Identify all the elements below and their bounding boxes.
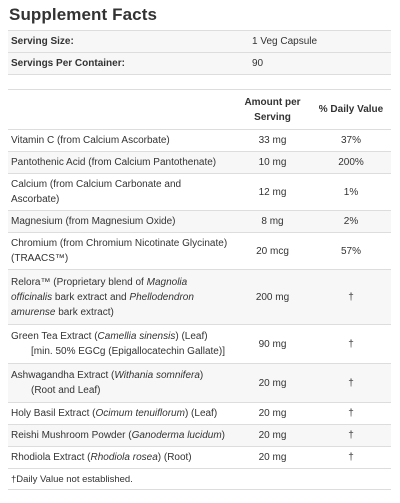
nutrient-daily-value: † — [311, 325, 391, 364]
amount-column-header: Amount per Serving — [234, 90, 311, 130]
nutrient-amount: 10 mg — [234, 152, 311, 174]
nutrient-daily-value: 1% — [311, 174, 391, 211]
spacer-row — [8, 75, 391, 90]
nutrient-daily-value: † — [311, 364, 391, 403]
nutrient-name: Ashwagandha Extract (Withania somnifera) (Root and Leaf) — [8, 364, 234, 403]
nutrient-amount: 20 mcg — [234, 233, 311, 270]
nutrient-amount: 33 mg — [234, 130, 311, 152]
nutrient-name: Holy Basil Extract (Ocimum tenuiflorum) (Leaf) — [8, 403, 234, 425]
servings-per-container-value: 90 — [234, 53, 391, 75]
footnote-row — [8, 469, 391, 490]
column-header-row — [8, 90, 391, 130]
nutrient-row — [8, 233, 391, 270]
nutrient-amount: 12 mg — [234, 174, 311, 211]
nutrient-row — [8, 325, 391, 364]
nutrient-amount: 200 mg — [234, 270, 311, 325]
nutrient-name: Relora™ (Proprietary blend of Magnolia officinalis bark extract and Phellodendron amurense bark extract) — [8, 270, 234, 325]
nutrient-daily-value: 200% — [311, 152, 391, 174]
nutrient-amount: 20 mg — [234, 447, 311, 469]
nutrient-row — [8, 447, 391, 469]
nutrient-name: Rhodiola Extract (Rhodiola rosea) (Root) — [8, 447, 234, 469]
footnote: †Daily Value not established. — [8, 469, 391, 490]
nutrient-daily-value: 37% — [311, 130, 391, 152]
serving-size-value: 1 Veg Capsule — [234, 31, 391, 53]
servings-per-container-row — [8, 53, 391, 75]
nutrient-daily-value: † — [311, 425, 391, 447]
nutrient-amount: 20 mg — [234, 425, 311, 447]
nutrient-row — [8, 211, 391, 233]
nutrient-daily-value: † — [311, 403, 391, 425]
servings-per-container-label: Servings Per Container: — [8, 53, 234, 75]
nutrient-row — [8, 403, 391, 425]
nutrient-amount: 90 mg — [234, 325, 311, 364]
nutrient-name: Calcium (from Calcium Carbonate and Ascorbate) — [8, 174, 234, 211]
nutrient-daily-value: † — [311, 447, 391, 469]
nutrient-row — [8, 130, 391, 152]
nutrient-name: Vitamin C (from Calcium Ascorbate) — [8, 130, 234, 152]
nutrient-row — [8, 425, 391, 447]
serving-size-label: Serving Size: — [8, 31, 234, 53]
nutrient-amount: 20 mg — [234, 364, 311, 403]
nutrient-daily-value: 57% — [311, 233, 391, 270]
nutrient-amount: 20 mg — [234, 403, 311, 425]
nutrient-daily-value: † — [311, 270, 391, 325]
nutrient-name: Pantothenic Acid (from Calcium Pantothenate) — [8, 152, 234, 174]
daily-value-column-header: % Daily Value — [311, 90, 391, 130]
nutrient-rows — [8, 130, 391, 469]
nutrient-row — [8, 152, 391, 174]
ingredient-column-header — [8, 90, 234, 130]
nutrient-name: Chromium (from Chromium Nicotinate Glycinate)(TRAACS™) — [8, 233, 234, 270]
supplement-facts-table — [8, 30, 391, 490]
nutrient-daily-value: 2% — [311, 211, 391, 233]
nutrient-row — [8, 174, 391, 211]
nutrient-row — [8, 270, 391, 325]
panel-title: Supplement Facts — [9, 5, 158, 24]
nutrient-amount: 8 mg — [234, 211, 311, 233]
nutrient-name: Green Tea Extract (Camellia sinensis) (Leaf) [min. 50% EGCg (Epigallocatechin Gallate)] — [8, 325, 234, 364]
nutrient-name: Reishi Mushroom Powder (Ganoderma lucidum) — [8, 425, 234, 447]
nutrient-name: Magnesium (from Magnesium Oxide) — [8, 211, 234, 233]
serving-size-row — [8, 31, 391, 53]
nutrient-row — [8, 364, 391, 403]
